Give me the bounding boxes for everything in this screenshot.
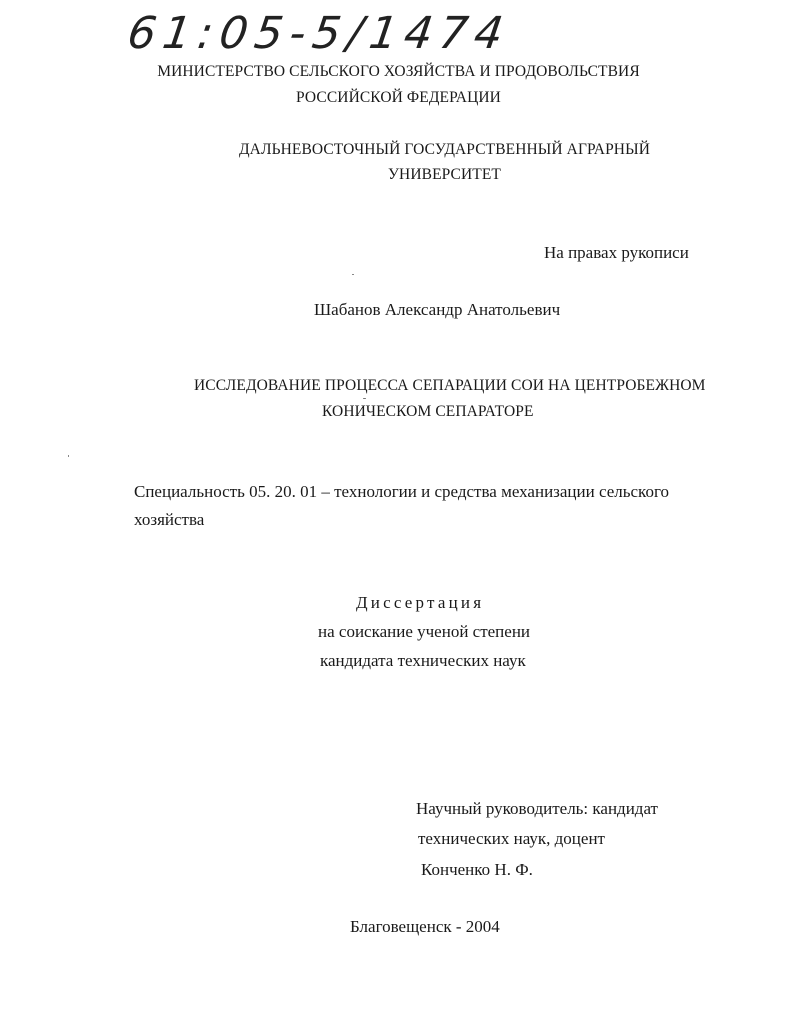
title-line-1: ИССЛЕДОВАНИЕ ПРОЦЕССА СЕПАРАЦИИ СОИ НА ЦЕНТРОБЕЖНОМ bbox=[194, 377, 706, 394]
supervisor-line-2: технических наук, доцент bbox=[418, 829, 605, 848]
scan-speck bbox=[352, 274, 354, 275]
archive-code-handwritten: 61:05-5/1474 bbox=[124, 8, 514, 59]
ministry-line-2: РОССИЙСКОЙ ФЕДЕРАЦИИ bbox=[296, 89, 501, 106]
specialty-line-2: хозяйства bbox=[134, 510, 205, 529]
degree-line-1: на соискание ученой степени bbox=[318, 622, 531, 641]
supervisor-line-3: Конченко Н. Ф. bbox=[421, 860, 533, 879]
scan-speck bbox=[68, 455, 69, 457]
author-name: Шабанов Александр Анатольевич bbox=[314, 300, 561, 319]
title-line-2: КОНИЧЕСКОМ СЕПАРАТОРЕ bbox=[322, 403, 534, 420]
manuscript-note: На правах рукописи bbox=[544, 243, 689, 262]
degree-heading: Диссертация bbox=[356, 593, 485, 612]
degree-line-2: кандидата технических наук bbox=[320, 651, 526, 670]
place-year: Благовещенск - 2004 bbox=[350, 917, 500, 936]
supervisor-line-1: Научный руководитель: кандидат bbox=[416, 799, 658, 818]
specialty-line-1: Специальность 05. 20. 01 – технологии и средства механизации сельского bbox=[134, 482, 669, 501]
university-line-2: УНИВЕРСИТЕТ bbox=[387, 166, 501, 183]
university-line-1: ДАЛЬНЕВОСТОЧНЫЙ ГОСУДАРСТВЕННЫЙ АГРАРНЫЙ bbox=[239, 141, 650, 158]
ministry-line-1: МИНИСТЕРСТВО СЕЛЬСКОГО ХОЗЯЙСТВА И ПРОДОВОЛЬСТВИЯ bbox=[157, 63, 640, 80]
scan-speck bbox=[363, 398, 366, 399]
